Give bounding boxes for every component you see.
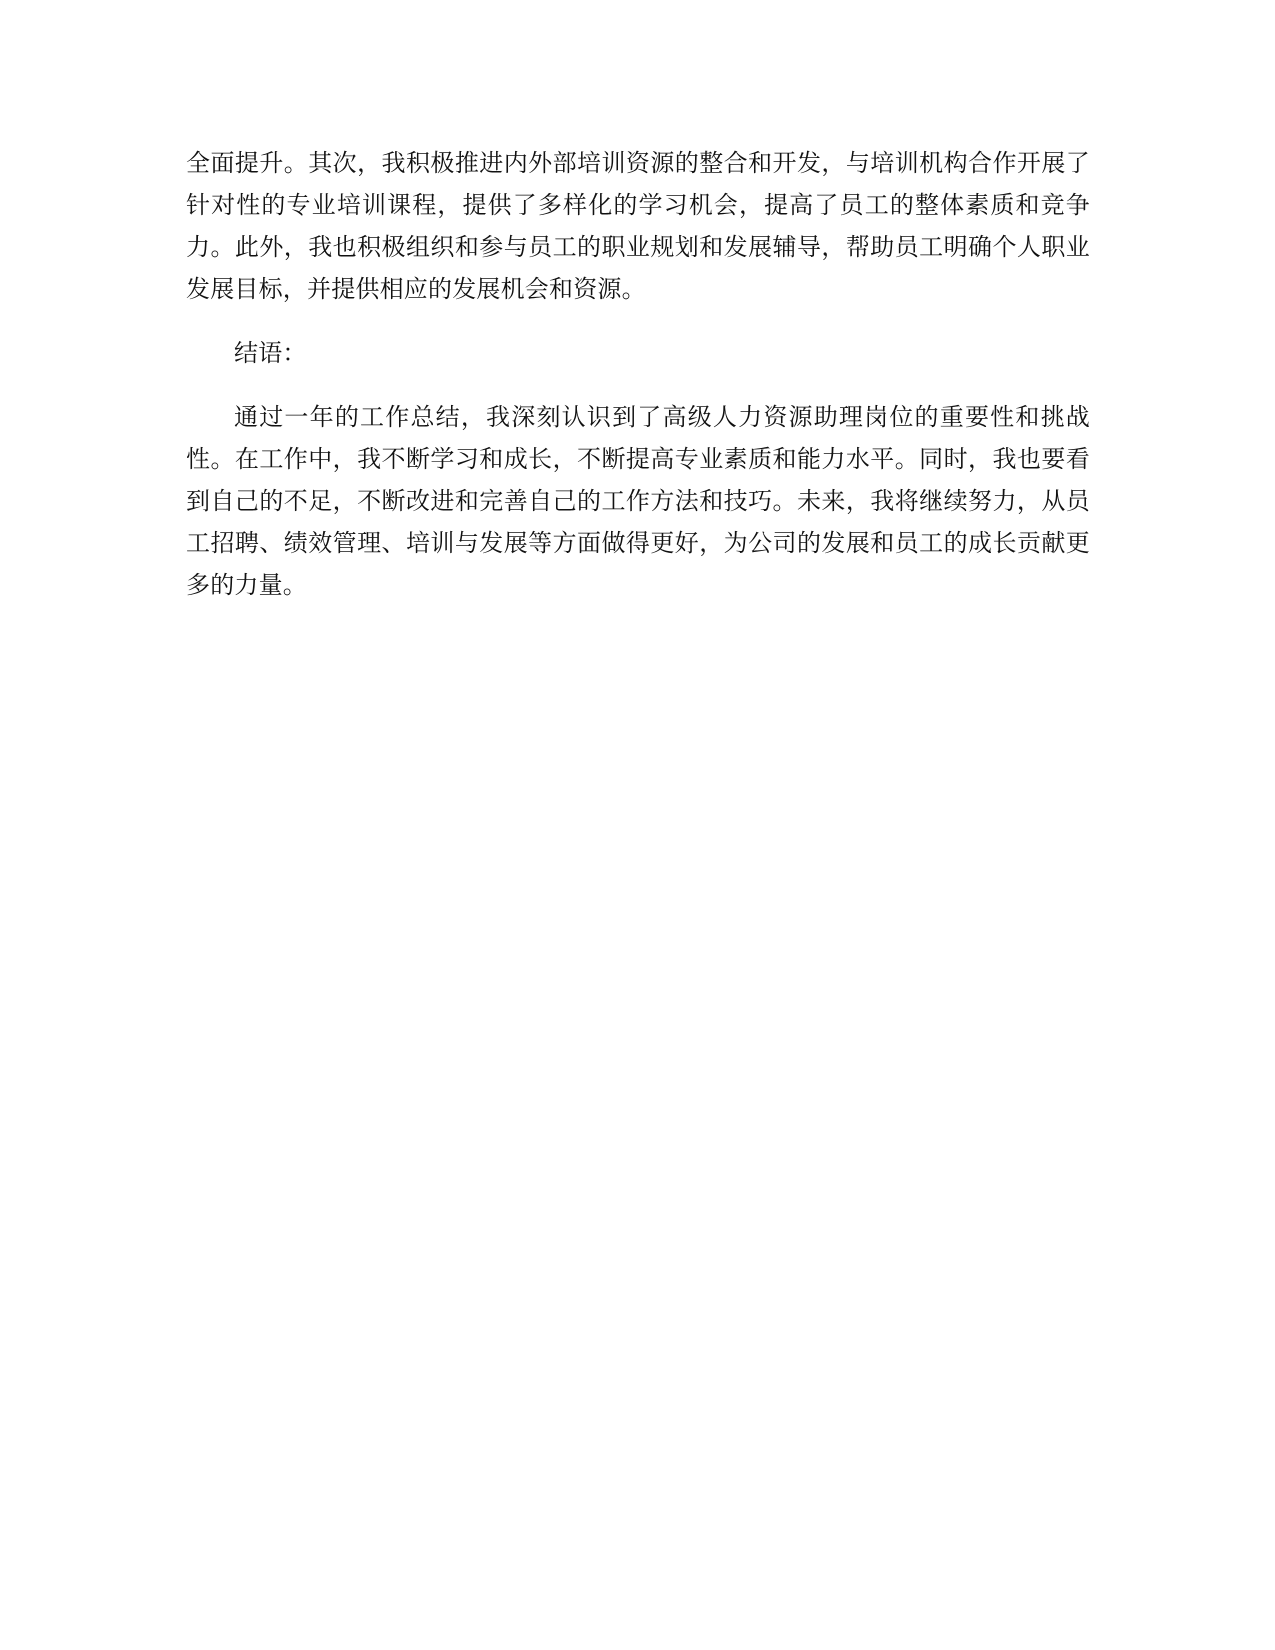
document-body (186, 142, 1090, 606)
paragraph-conclusion: 通过一年的工作总结，我深刻认识到了高级人力资源助理岗位的重要性和挑战性。在工作中，我不断学习和成长，不断提高专业素质和能力水平。同时，我也要看到自己的不足，不断改进和完善自己的工作方法和技巧。未来，我将继续努力，从员工招聘、绩效管理、培训与发展等方面做得更好，为公司的发展和员工的成长贡献更多的力量。 (186, 403, 1090, 599)
section-heading-conclusion: 结语： (234, 339, 307, 367)
paragraph-continued: 全面提升。其次，我积极推进内外部培训资源的整合和开发，与培训机构合作开展了针对性的专业培训课程，提供了多样化的学习机会，提高了员工的整体素质和竞争力。此外，我也积极组织和参与员工的职业规划和发展辅导，帮助员工明确个人职业发展目标，并提供相应的发展机会和资源。 (186, 149, 1090, 303)
